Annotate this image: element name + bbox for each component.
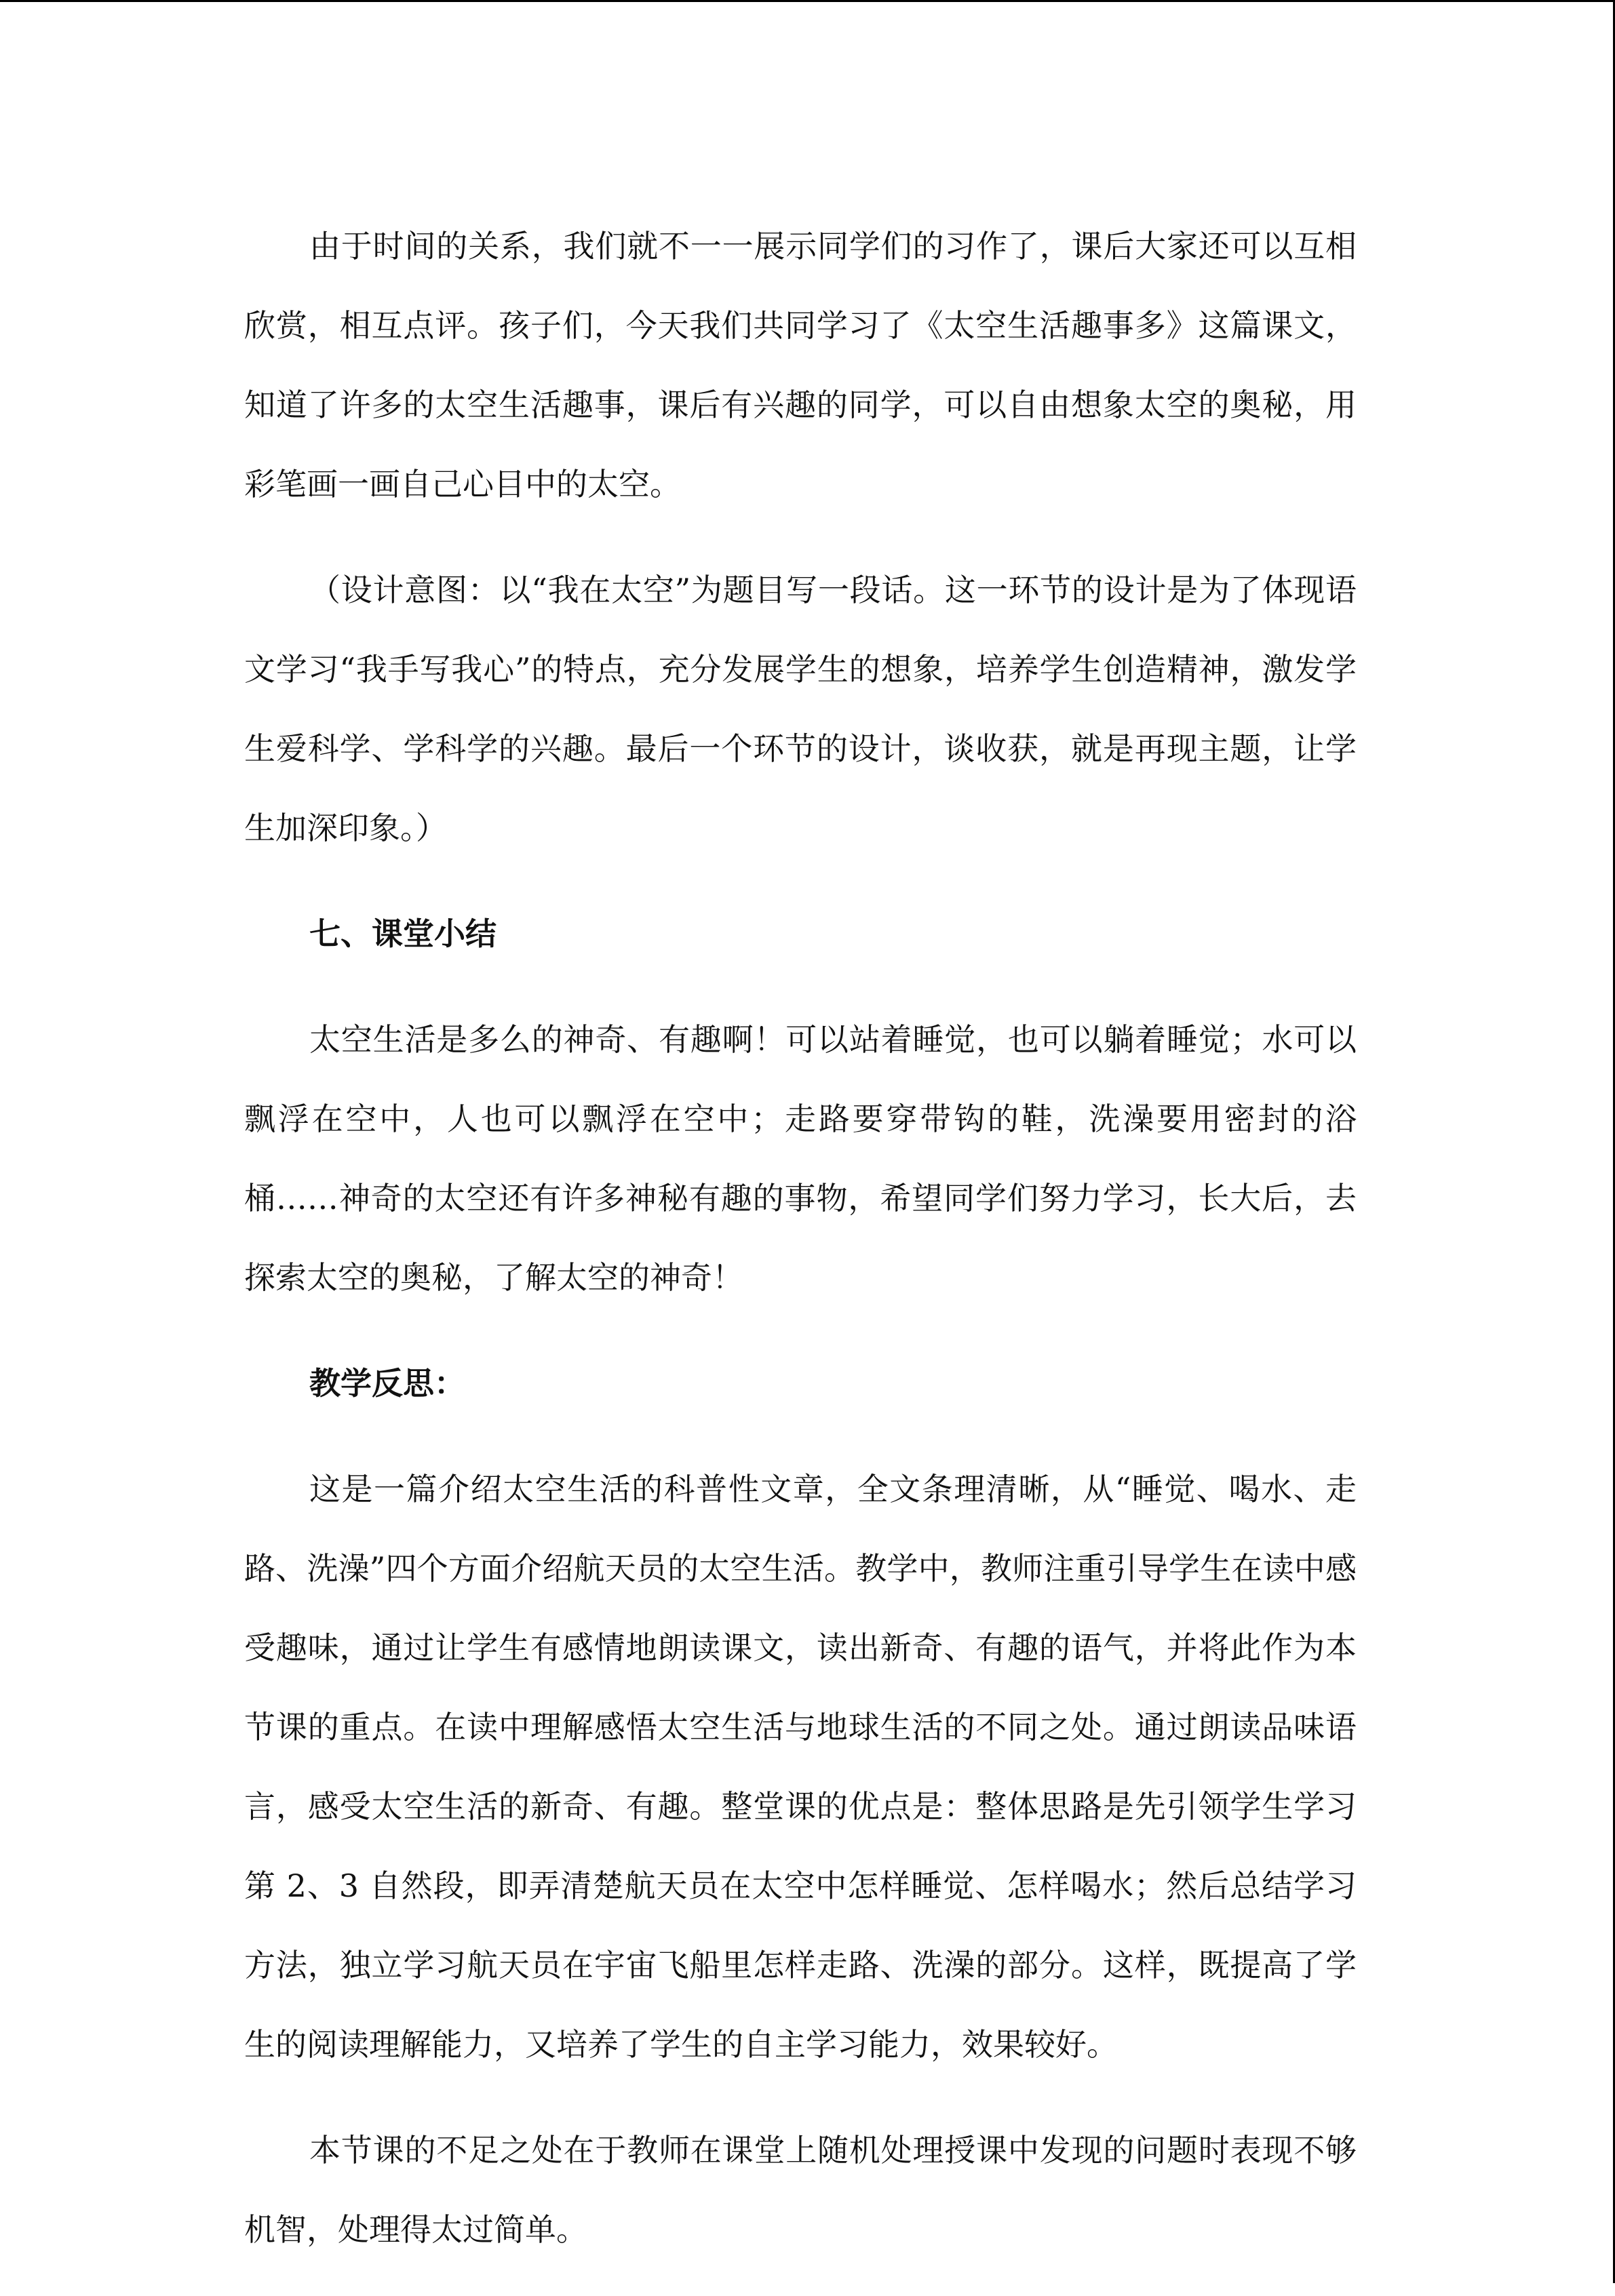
section-heading-summary: 七、课堂小结 <box>309 915 497 952</box>
section-heading-reflection: 教学反思： <box>309 1365 465 1402</box>
paragraph-closing-remarks: 由于时间的关系，我们就不一一展示同学们的习作了，课后大家还可以互相欣赏，相互点评。孩子们，今天我们共同学习了《太空生活趣事多》这篇课文，知道了许多的太空生活趣事，课后有兴趣的同学，可以自由想象太空的奥秘，用彩笔画一画自己心目中的太空。 <box>244 228 1357 502</box>
paragraph-summary: 太空生活是多么的神奇、有趣啊！可以站着睡觉，也可以躺着睡觉；水可以飘浮在空中，人也可以飘浮在空中；走路要穿带钩的鞋，洗澡要用密封的浴桶……神奇的太空还有许多神秘有趣的事物，希望同学们努力学习，长大后，去探索太空的奥秘，了解太空的神奇！ <box>244 1021 1357 1296</box>
page-border-top <box>0 0 1615 2</box>
paragraph-shortcomings: 本节课的不足之处在于教师在课堂上随机处理授课中发现的问题时表现不够机智，处理得太过简单。 <box>244 2132 1357 2248</box>
paragraph-reflection: 这是一篇介绍太空生活的科普性文章，全文条理清晰，从“睡觉、喝水、走路、洗澡”四个方面介绍航天员的太空生活。教学中，教师注重引导学生在读中感受趣味，通过让学生有感情地朗读课文，读出新奇、有趣的语气，并将此作为本节课的重点。在读中理解感悟太空生活与地球生活的不同之处。通过朗读品味语言，感受太空生活的新奇、有趣。整堂课的优点是：整体思路是先引领学生学习第 2、3 自然段，即弄清楚航天员在太空中怎样睡觉、怎样喝水；然后总结学习方法，独立学习航天员在宇宙飞船里怎样走路、洗澡的部分。这样，既提高了学生的阅读理解能力，又培养了学生的自主学习能力，效果较好。 <box>244 1471 1357 2063</box>
paragraph-design-intent: （设计意图：以“我在太空”为题目写一段话。这一环节的设计是为了体现语文学习“我手写我心”的特点，充分发展学生的想象，培养学生创造精神，激发学生爱科学、学科学的兴趣。最后一个环节的设计，谈收获，就是再现主题，让学生加深印象。） <box>244 572 1357 846</box>
document-body <box>244 207 1357 2296</box>
